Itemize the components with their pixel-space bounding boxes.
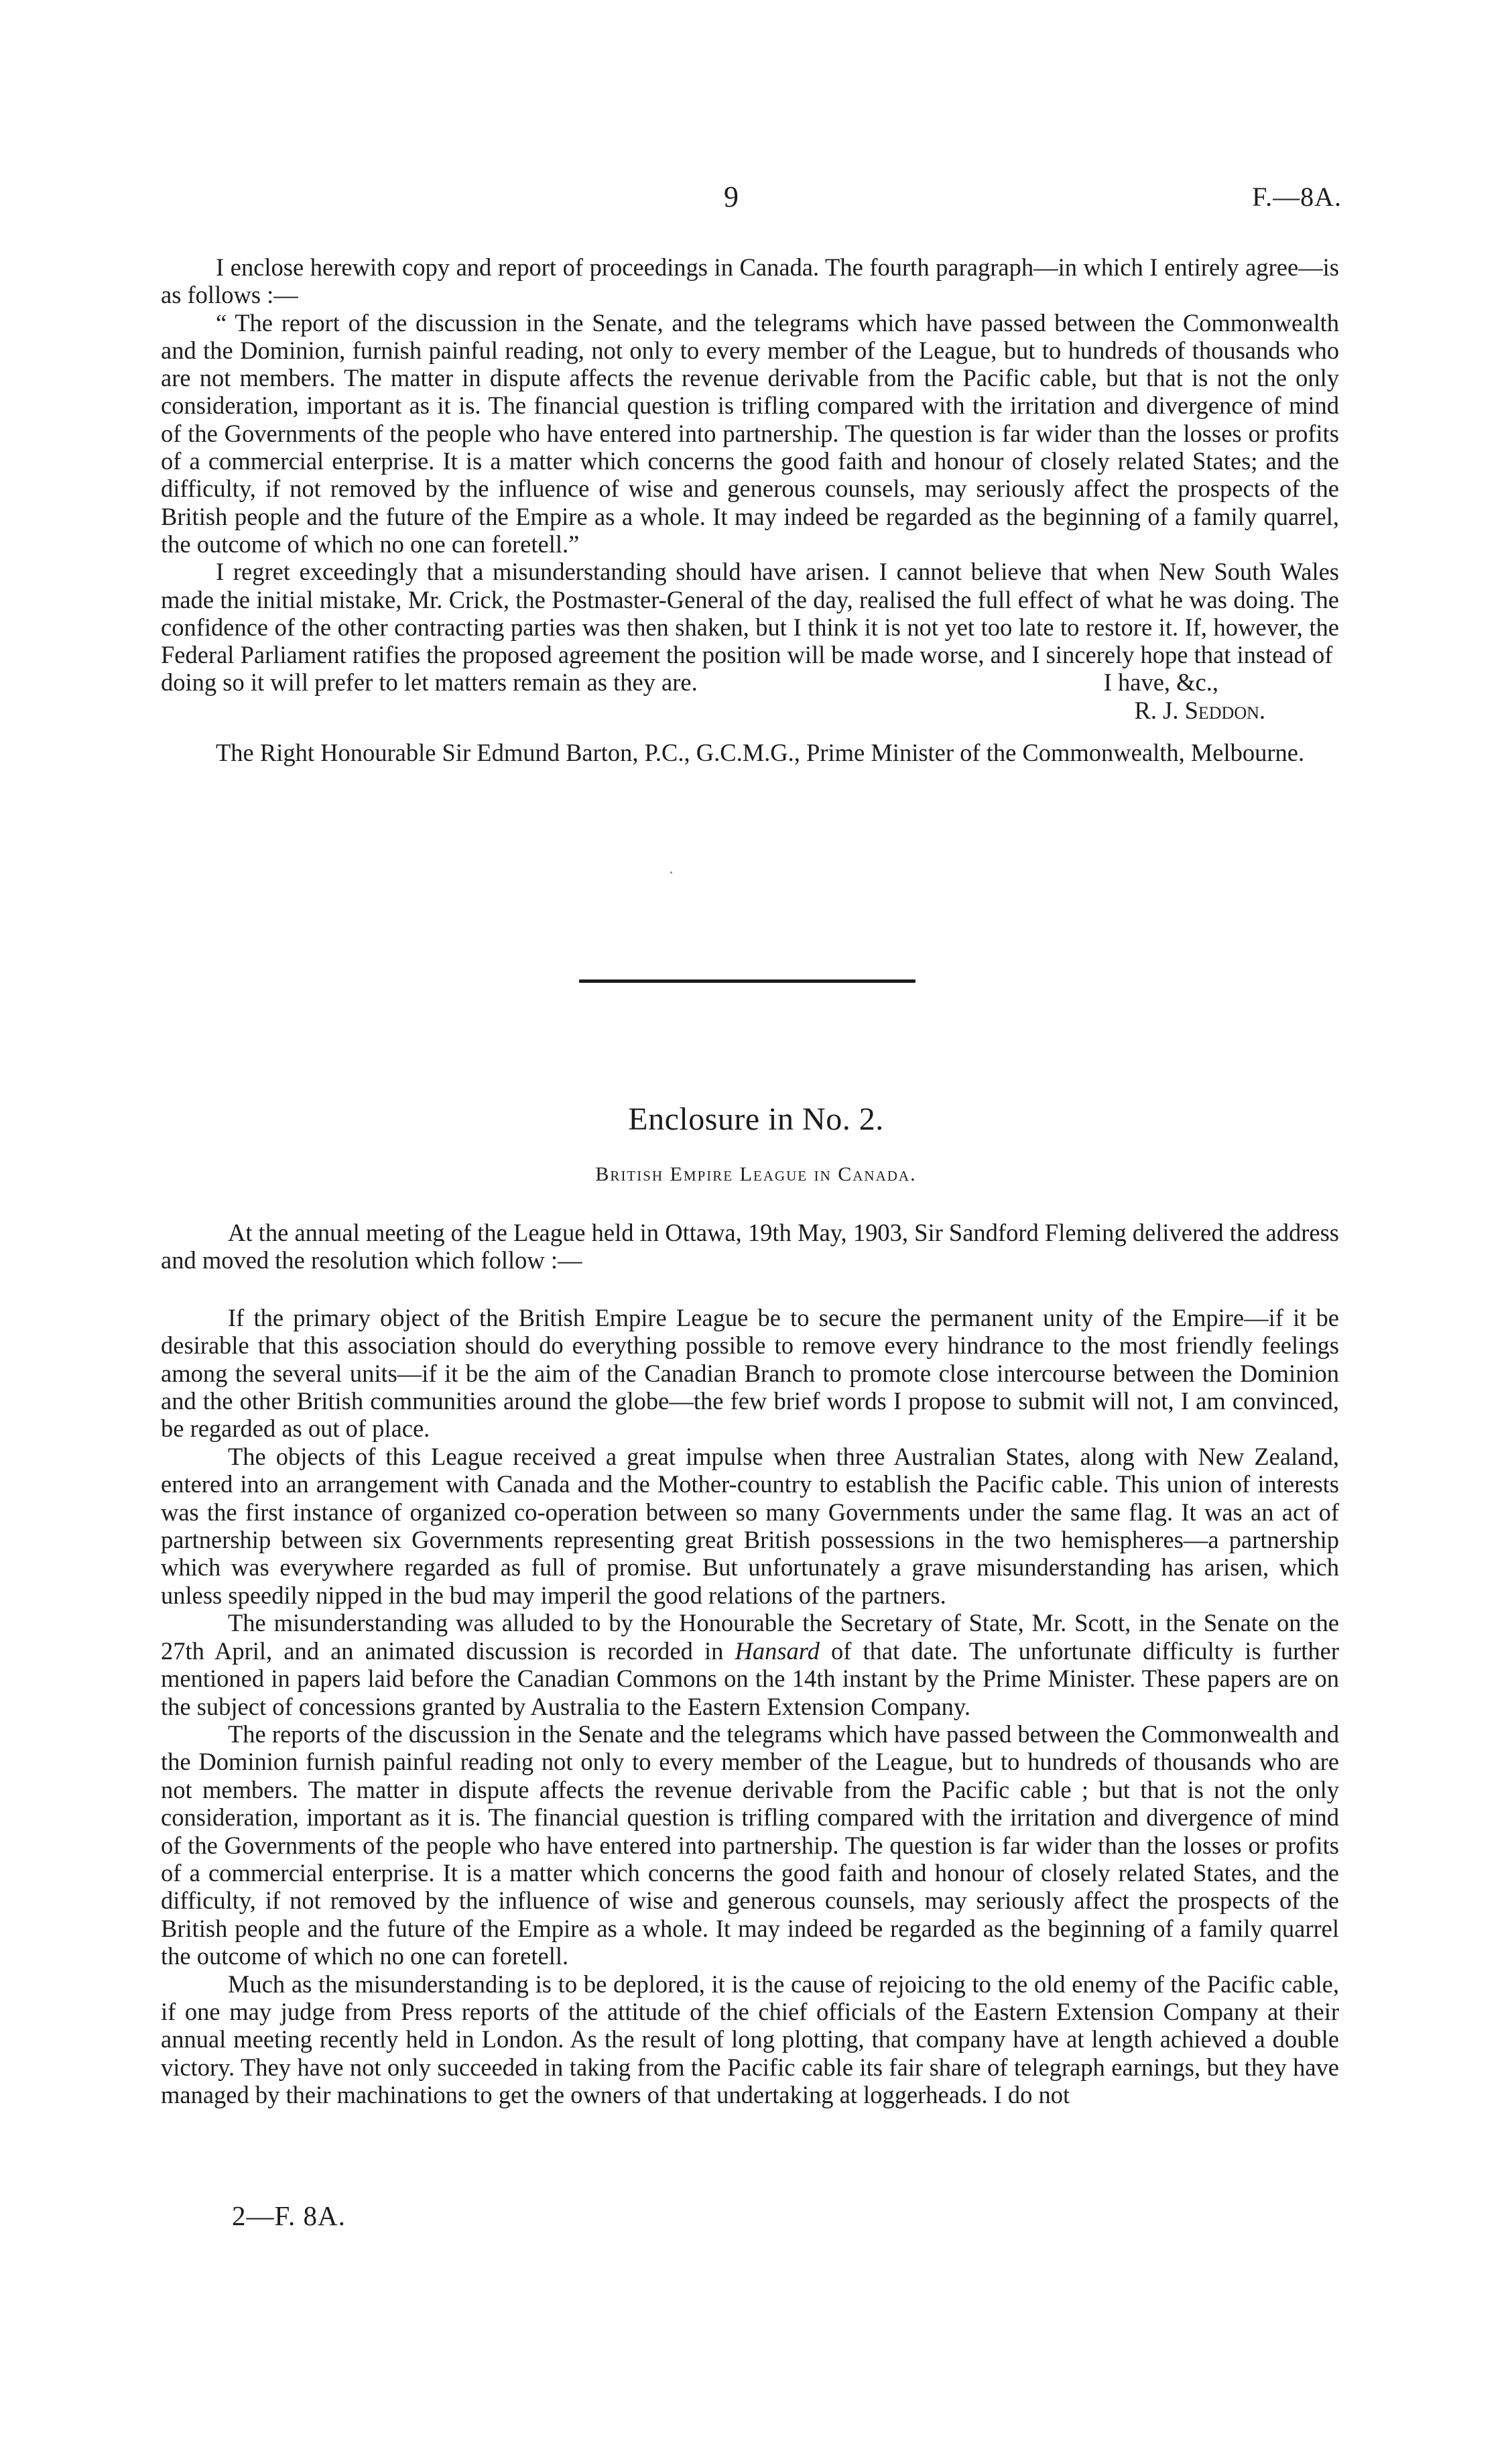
enclosure-paragraph: The objects of this League received a great impulse when three Australian States, along with New Zealand, entered into an arrangement with Canada and the Mother-country to establish the Pacific cable. This union of interests was the first instance of organized co-operation between so many Governments under the same flag. It was an act of partnership between six Governments representing great British possessions in the two hemispheres—a partnership which was everywhere regarded as full of promise. But unfortunately a grave misunderstanding has arisen, which unless speedily nipped in the bud may imperil the good relations of the partners. (161, 1442, 1339, 1609)
letter-quote: “ The report of the discussion in the Senate, and the telegrams which have passed between the Commonwealth and the Dominion, furnish painful reading, not only to every member of the League, but to hundreds of thousands who are not members. The matter in dispute affects the revenue derivable from the Pacific cable, but that is not the only consideration, important as it is. The financial question is trifling compared with the irritation and divergence of mind of the Governments of the people who have entered into partnership. The question is far wider than the losses or profits of a commercial enterprise. It is a matter which concerns the good faith and honour of closely related States; and the difficulty, if not removed by the influence of wise and generous counsels, may seriously affect the prospects of the British people and the future of the Empire as a whole. It may indeed be regarded as the beginning of a family quarrel, the outcome of which no one can foretell.” (161, 308, 1339, 558)
section-divider-rule (579, 979, 916, 983)
document-reference: F.—8A. (1252, 182, 1342, 212)
hansard-italic: Hansard (735, 1636, 820, 1665)
page-number: 9 (724, 180, 739, 213)
letter-valediction: I have, &c., (1103, 668, 1218, 697)
enclosure-subtitle: British Empire League in Canada. (595, 1163, 917, 1185)
letter-intro: I enclose herewith copy and report of proceedings in Canada. The fourth paragraph—in which I entirely agree—is as follows :— (161, 253, 1339, 309)
signature-mark: 2—F. 8A. (232, 2200, 346, 2231)
enclosure-paragraph-hansard (161, 1609, 1339, 1720)
enclosure-paragraph: At the annual meeting of the League held in Ottawa, 19th May, 1903, Sir Sandford Fleming delivered the address and moved the resolution which follow :— (161, 1219, 1339, 1274)
hansard-text-after: of that date. The unfortunate difficulty is further mentioned in papers laid before the Canadian Commons on the 14th instant by the Prime Minister. These papers are on the subject of concessions granted by Australia to the Eastern Extension Company. (161, 1636, 1340, 1720)
enclosure-paragraph: If the primary object of the British Empire League be to secure the permanent unity of the Empire—if it be desirable that this association should do everything possible to remove every hindrance to the most friendly feelings among the several units—if it be the aim of the Canadian Branch to promote close intercourse between the Dominion and the other British communities around the globe—the few brief words I propose to submit will not, I am convinced, be regarded as out of place. (161, 1303, 1339, 1443)
enclosure-paragraph: The reports of the discussion in the Senate and the telegrams which have passed between the Commonwealth and the Dominion furnish painful reading not only to every member of the League, but to hundreds of thousands who are not members. The matter in dispute affects the revenue derivable from the Pacific cable ; but that is not the only consideration, important as it is. The financial question is trifling compared with the irritation and divergence of mind of the Governments of the people who have entered into partnership. The question is far wider than the losses or profits of a commercial enterprise. It is a matter which concerns the good faith and honour of closely related States, and the difficulty, if not removed by the influence of wise and generous counsels, may seriously affect the prospects of the British people and the future of the Empire as a whole. It may indeed be regarded as the beginning of a family quarrel the outcome of which no one can foretell. (161, 1720, 1339, 1970)
letter-closing-text: doing so it will prefer to let matters remain as they are. (161, 668, 698, 697)
letter-signature: R. J. Seddon. (1134, 696, 1265, 724)
print-speck (670, 872, 672, 874)
letter-body (161, 253, 1339, 766)
letter-addressee: The Right Honourable Sir Edmund Barton, P.C., G.C.M.G., Prime Minister of the Commonwealth, Melbourne. (216, 739, 1305, 767)
letter-regret-paragraph: I regret exceedingly that a misunderstanding should have arisen. I cannot believe that when New South Wales made the initial mistake, Mr. Crick, the Postmaster-General of the day, realised the full effect of what he was doing. The confidence of the other contracting parties was then shaken, but I think it is not yet too late to restore it. If, however, the Federal Parliament ratifies the proposed agreement the position will be made worse, and I sincerely hope that instead of (161, 558, 1339, 669)
enclosure-body (161, 1219, 1339, 2109)
letter-closing-row (161, 668, 1339, 696)
enclosure-paragraph: Much as the misunderstanding is to be deplored, it is the cause of rejoicing to the old enemy of the Pacific cable, if one may judge from Press reports of the attitude of the chief officials of the Eastern Extension Company at their annual meeting recently held in London. As the result of long plotting, that company have at length achieved a double victory. They have not only succeeded in taking from the Pacific cable its fair share of telegraph earnings, but they have managed by their machinations to get the owners of that undertaking at loggerheads. I do not (161, 1970, 1339, 2109)
enclosure-title: Enclosure in No. 2. (628, 1101, 884, 1137)
hansard-text-before: The misunderstanding was alluded to by the Honourable the Secretary of State, Mr. Scott, in the Senate on the 27th April, and an animated discussion is recorded in (161, 1609, 1339, 1665)
